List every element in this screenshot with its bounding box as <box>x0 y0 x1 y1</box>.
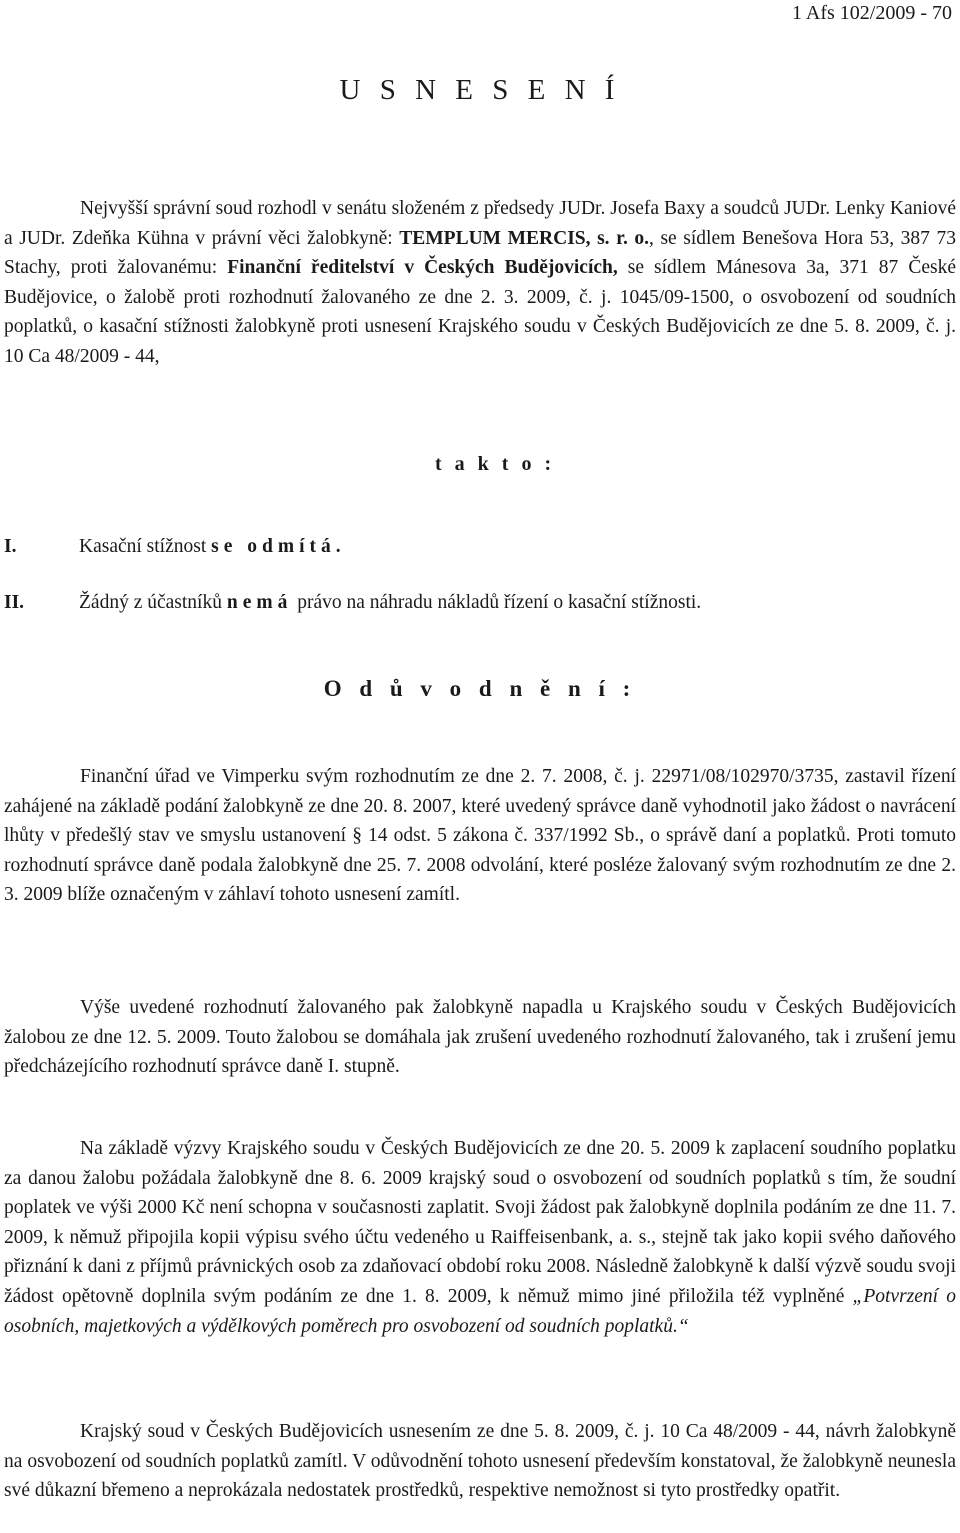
plaintiff-name: TEMPLUM MERCIS, s. r. o. <box>399 227 650 249</box>
intro-text <box>4 194 956 372</box>
reasoning-paragraph-4: Krajský soud v Českých Budějovicích usnesením ze dne 5. 8. 2009, č. j. 10 Ca 48/2009 - 44, návrh žalobkyně na osvobození od soudních poplatků zamítl. V odůvodnění tohoto usnesení především konstatoval, že žalobkyně neunesla své důkazní břemeno a neprokázala nedostatek prostředků, respektive nemožnost si tyto prostředky opatřit. <box>4 1421 956 1502</box>
intro-part-2: , se sídlem Benešova Hora 53, 387 73 Stachy, proti žalovanému: <box>4 227 956 279</box>
verdict-intro: t a k t o : <box>435 453 556 475</box>
reasoning-paragraph-1: Finanční úřad ve Vimperku svým rozhodnutím ze dne 2. 7. 2008, č. j. 22971/08/102970/3735, zastavil řízení zahájené na základě podání žalobkyně ze dne 20. 8. 2007, které uvedený správce daně vyhodnotil jako žádost o navrácení lhůty v předešlý stav ve smyslu ustanovení § 14 odst. 5 zákona č. 337/1992 Sb., o správě daní a poplatků. Proti tomuto rozhodnutí správce daně podala žalobkyně dne 25. 7. 2008 odvolání, které posléze žalovaný svým rozhodnutím ze dne 2. 3. 2009 blíže označeným v záhlaví tohoto usnesení zamítl. <box>4 766 956 906</box>
form-title-quote: „Potvrzení o osobních, majetkových a výdělkových poměrech pro osvobození od soudních poplatků.“ <box>4 1285 956 1337</box>
case-reference: 1 Afs 102/2009 - 70 <box>792 2 952 24</box>
reasoning-heading: O d ů v o d n ě n í : <box>323 676 637 701</box>
verdict-number: II. <box>4 592 25 613</box>
reasoning-paragraph-3: Na základě výzvy Krajského soudu v Českých Budějovicích ze dne 20. 5. 2009 k zaplacení soudního poplatku za danou žalobu požádala žalobkyně dne 8. 6. 2009 krajský soud o osvobození od soudních poplatků s tím, že soudní poplatek ve výši 2000 Kč není schopna v současnosti zaplatit. Svoji žádost pak žalobkyně doplnila podáním ze dne 11. 7. 2009, k němuž připojila kopii výpisu svého účtu vedeného u Raiffeisenbank, a. s., stejně tak jako kopii svého daňového přiznání k dani z příjmů právnických osob za zdaňovací období roku 2008. Následně žalobkyně k další výzvě soudu svoji žádost opětovně doplnila svým podáním ze dne 1. 8. 2009, k němuž mimo jiné přiložila též vyplněné „Potvrzení o osobních, majetkových a výdělkových poměrech pro osvobození od soudních poplatků.“ <box>4 1138 956 1337</box>
verdict-text: Kasační stížnost se odmítá. <box>79 536 346 557</box>
verdict-text: Žádný z účastníků nemá právo na náhradu nákladů řízení o kasační stížnosti. <box>79 592 702 613</box>
verdict-number: I. <box>4 536 17 557</box>
verdict-emphasis: se odmítá. <box>211 536 346 557</box>
intro-part-3: se sídlem Mánesova 3a, 371 87 České Budějovice, o žalobě proti rozhodnutí žalovaného ze dne 2. 3. 2009, č. j. 1045/09-1500, o osvobození od soudních poplatků, o kasační stížnosti žalobkyně proti usnesení Krajského soudu v Českých Budějovicích ze dne 5. 8. 2009, č. j. 10 Ca 48/2009 - 44, <box>4 257 956 367</box>
defendant-name: Finanční ředitelství v Českých Budějovicích, <box>227 257 618 279</box>
document-title: U S N E S E N Í <box>339 74 621 106</box>
verdict-emphasis: nemá <box>226 592 293 613</box>
reasoning-paragraph-2: Výše uvedené rozhodnutí žalovaného pak žalobkyně napadla u Krajského soudu v Českých Budějovicích žalobou ze dne 12. 5. 2009. Touto žalobou se domáhala jak zrušení uvedeného rozhodnutí žalovaného, tak i zrušení jemu předcházejícího rozhodnutí správce daně I. stupně. <box>4 997 956 1078</box>
intro-paragraph <box>4 194 956 372</box>
intro-part-1: Nejvyšší správní soud rozhodl v senátu složeném z předsedy JUDr. Josefa Baxy a soudců JUDr. Lenky Kaniové a JUDr. Zdeňka Kühna v právní věci žalobkyně: <box>4 198 956 249</box>
